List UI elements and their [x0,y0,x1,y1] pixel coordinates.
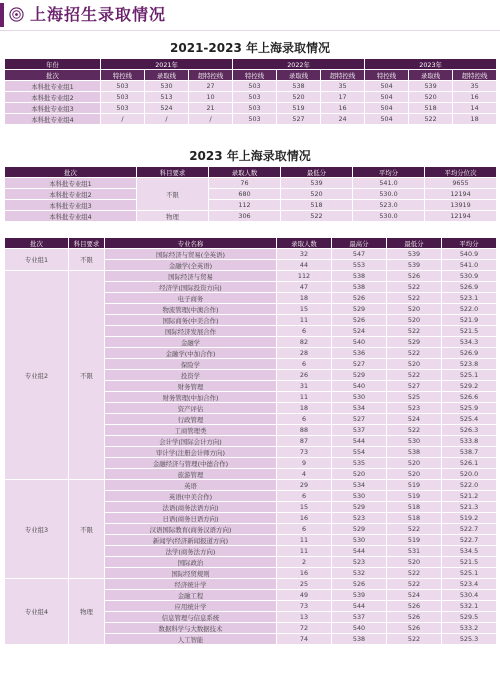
score-cell: 526 [332,293,387,304]
score-cell: 534 [332,403,387,414]
major-name-cell: 日语(商务日语方向) [105,513,277,524]
table-row [5,103,497,114]
page-header [0,0,500,32]
table2-title: 2023 年上海录取情况 [189,149,311,163]
score-cell: 538 [387,447,442,458]
major-name-cell: 行政管理 [105,414,277,425]
score-cell: 544 [332,601,387,612]
score-cell: 26 [277,370,332,381]
table3-header: 最高分 [332,238,387,249]
score-cell: 519.2 [442,513,497,524]
score-cell: 532.1 [442,601,497,612]
score-cell: 534 [332,480,387,491]
table-row [5,114,497,125]
table-row [5,92,497,103]
sub-header: 特控线 [233,70,277,81]
score-cell: 15 [277,502,332,513]
col-year-header: 年份 [5,59,101,70]
score-cell: 529 [332,370,387,381]
score-cell: 538 [332,271,387,282]
score-cell: 529 [332,502,387,513]
score-cell: 527 [332,414,387,425]
major-name-cell: 资产评估 [105,403,277,414]
score-cell: 534.5 [442,546,497,557]
score-cell: 524 [387,414,442,425]
batch-cell: 本科批专业组4 [5,211,137,222]
year-header: 2022年 [233,59,365,70]
group-requirement-cell: 不限 [69,271,105,480]
score-cell: 538 [332,282,387,293]
score-cell: 530.4 [442,590,497,601]
major-name-cell: 经济统计学 [105,579,277,590]
score-cell: 2 [277,557,332,568]
score-cell: 526 [387,623,442,634]
major-name-cell: 国际政治 [105,557,277,568]
major-name-cell: 金融学(全英语) [105,260,277,271]
score-cell: 526 [387,271,442,282]
table1-title: 2021-2023 年上海录取情况 [170,41,330,55]
value-cell: 35 [321,81,365,92]
major-name-cell: 财务管理 [105,381,277,392]
major-name-cell: 应用统计学 [105,601,277,612]
score-cell: 526 [387,601,442,612]
value-cell: 27 [189,81,233,92]
major-name-cell: 金融学 [105,337,277,348]
admission-2023-table [4,166,497,222]
score-cell: 523 [332,513,387,524]
value-cell: 519 [277,103,321,114]
score-cell: 520 [387,469,442,480]
value-cell: 522 [409,114,453,125]
score-cell: 520.0 [442,469,497,480]
avg-cell: 541.0 [353,178,425,189]
sub-header: 超特控线 [189,70,233,81]
header-accent-bar [0,3,4,27]
group-requirement-cell: 不限 [69,480,105,579]
score-cell: 6 [277,491,332,502]
major-name-cell: 旅游管理 [105,469,277,480]
score-cell: 520 [387,315,442,326]
score-cell: 25 [277,579,332,590]
score-cell: 540 [332,381,387,392]
score-cell: 18 [277,293,332,304]
score-cell: 73 [277,601,332,612]
value-cell: 513 [145,92,189,103]
score-cell: 522 [387,293,442,304]
page-title: 上海招生录取情况 [30,5,167,24]
score-cell: 521.2 [442,491,497,502]
table-row [5,81,497,92]
major-name-cell: 金融工程 [105,590,277,601]
batch-cell: 本科批专业组2 [5,92,101,103]
value-cell: 503 [233,92,277,103]
major-name-cell: 法语(商务法语方向) [105,502,277,513]
avg-cell: 523.0 [353,200,425,211]
batch-cell: 本科批专业组1 [5,81,101,92]
score-cell: 522 [387,370,442,381]
value-cell: 21 [189,103,233,114]
value-cell: 504 [365,114,409,125]
score-cell: 31 [277,381,332,392]
score-cell: 522 [387,568,442,579]
table2-header: 科目要求 [137,167,209,178]
score-cell: 520 [387,458,442,469]
major-name-cell: 信息管理与信息系统 [105,612,277,623]
major-name-cell: 人工智能 [105,634,277,645]
sub-header: 特控线 [101,70,145,81]
table-row [5,200,497,211]
score-cell: 533.2 [442,623,497,634]
score-cell: 74 [277,634,332,645]
value-cell: 16 [453,92,497,103]
score-cell: 540 [332,337,387,348]
score-cell: 526.9 [442,282,497,293]
score-cell: 553 [332,260,387,271]
score-cell: 544 [332,546,387,557]
score-cell: 11 [277,392,332,403]
count-cell: 680 [209,189,281,200]
score-cell: 526.3 [442,425,497,436]
value-cell: 24 [321,114,365,125]
group-batch-cell: 专业组1 [5,249,69,271]
score-cell: 537 [332,425,387,436]
score-cell: 529.2 [442,381,497,392]
table3-header: 平均分 [442,238,497,249]
major-name-cell: 审计学(注册会计师方向) [105,447,277,458]
score-cell: 29 [277,480,332,491]
score-cell: 522 [387,524,442,535]
value-cell: 18 [453,114,497,125]
score-cell: 73 [277,447,332,458]
table2-header: 平均分位次 [425,167,497,178]
score-cell: 523.1 [442,293,497,304]
score-cell: 521.5 [442,326,497,337]
major-name-cell: 英语(中美合作) [105,491,277,502]
score-cell: 527 [332,359,387,370]
score-cell: 18 [277,403,332,414]
score-cell: 523 [387,403,442,414]
major-name-cell: 汉语国际教育(商务汉语方向) [105,524,277,535]
table2-header: 批次 [5,167,137,178]
score-cell: 522.7 [442,535,497,546]
score-cell: 527 [387,381,442,392]
value-cell: 504 [365,81,409,92]
table3-header: 录取人数 [277,238,332,249]
score-cell: 519 [387,535,442,546]
score-cell: 523.4 [442,579,497,590]
min-cell: 518 [281,200,353,211]
major-name-cell: 电子商务 [105,293,277,304]
score-cell: 522.0 [442,480,497,491]
value-cell: 504 [365,92,409,103]
score-cell: 11 [277,315,332,326]
score-cell: 539 [332,590,387,601]
score-cell: 522 [387,348,442,359]
score-cell: 529 [332,524,387,535]
value-cell: 520 [277,92,321,103]
score-cell: 82 [277,337,332,348]
col-batch-header: 批次 [5,70,101,81]
major-name-cell: 国际经济与贸易 [105,271,277,282]
score-cell: 521.3 [442,502,497,513]
major-name-cell: 金融学(中加合作) [105,348,277,359]
score-cell: 522 [387,425,442,436]
table-row [5,178,497,189]
major-name-cell: 国际经济与贸易(全英语) [105,249,277,260]
avg-cell: 530.0 [353,189,425,200]
min-cell: 522 [281,211,353,222]
count-cell: 306 [209,211,281,222]
min-cell: 520 [281,189,353,200]
score-cell: 538.7 [442,447,497,458]
value-cell: 503 [233,103,277,114]
score-cell: 522.7 [442,524,497,535]
score-cell: 525.1 [442,568,497,579]
table-row [5,271,497,282]
table3-header: 批次 [5,238,69,249]
major-name-cell: 数据科学与大数据技术 [105,623,277,634]
value-cell: 504 [365,103,409,114]
batch-cell: 本科批专业组3 [5,200,137,211]
score-cell: 541.0 [442,260,497,271]
group-batch-cell: 专业组4 [5,579,69,645]
score-cell: 529 [332,304,387,315]
score-cell: 522 [387,579,442,590]
value-cell: 527 [277,114,321,125]
score-cell: 49 [277,590,332,601]
score-cell: 525.1 [442,370,497,381]
score-cell: 534.3 [442,337,497,348]
score-cell: 520 [387,304,442,315]
batch-cell: 本科批专业组1 [5,178,137,189]
score-cell: 533.8 [442,436,497,447]
subject-requirement-cell: 物理 [137,211,209,222]
value-cell: 503 [233,114,277,125]
min-cell: 539 [281,178,353,189]
score-cell: 554 [332,447,387,458]
score-cell: 530 [332,535,387,546]
score-cell: 530.9 [442,271,497,282]
score-cell: 28 [277,348,332,359]
score-cell: 6 [277,326,332,337]
score-cell: 539 [387,260,442,271]
sub-header: 特控线 [365,70,409,81]
major-name-cell: 国际经济发展合作 [105,326,277,337]
score-cell: 532 [332,568,387,579]
value-cell: / [189,114,233,125]
subject-requirement-cell: 不限 [137,178,209,211]
batch-cell: 本科批专业组2 [5,189,137,200]
score-cell: 44 [277,260,332,271]
score-cell: 15 [277,304,332,315]
major-name-cell: 法学(商务法方向) [105,546,277,557]
year-header: 2021年 [101,59,233,70]
score-cell: 522 [387,326,442,337]
score-cell: 529 [387,337,442,348]
value-cell: 503 [233,81,277,92]
table-row [5,579,497,590]
batch-cell: 本科批专业组4 [5,114,101,125]
score-cell: 521.9 [442,315,497,326]
score-cell: 9 [277,458,332,469]
major-name-cell: 国际经贸规则 [105,568,277,579]
score-cell: 524 [387,590,442,601]
score-cell: 523 [332,557,387,568]
value-cell: 539 [409,81,453,92]
value-cell: 503 [101,81,145,92]
score-cell: 547 [332,249,387,260]
group-requirement-cell: 不限 [69,249,105,271]
score-cell: 525.9 [442,403,497,414]
score-cell: 535 [332,458,387,469]
avg-cell: 530.0 [353,211,425,222]
score-cell: 88 [277,425,332,436]
value-cell: 530 [145,81,189,92]
score-cell: 544 [332,436,387,447]
score-cell: 4 [277,469,332,480]
score-cell: 520 [387,359,442,370]
score-cell: 526.9 [442,348,497,359]
table3-header: 专业名称 [105,238,277,249]
group-batch-cell: 专业组3 [5,480,69,579]
table2-header: 平均分 [353,167,425,178]
sub-header: 录取线 [409,70,453,81]
major-name-cell: 会计学(国际会计方向) [105,436,277,447]
score-cell: 16 [277,513,332,524]
score-cell: 526.1 [442,458,497,469]
score-cell: 32 [277,249,332,260]
score-cell: 526.6 [442,392,497,403]
major-name-cell: 工商管理类 [105,425,277,436]
table-row [5,249,497,260]
score-cell: 6 [277,359,332,370]
score-cell: 525.3 [442,634,497,645]
score-cell: 531 [387,546,442,557]
score-cell: 530 [332,392,387,403]
score-cell: 525.4 [442,414,497,425]
score-cell: 537 [332,612,387,623]
rank-cell: 12194 [425,189,497,200]
major-name-cell: 金融经济与管理(中德合作) [105,458,277,469]
score-cell: 526 [332,315,387,326]
score-cell: 72 [277,623,332,634]
score-cell: 11 [277,546,332,557]
table3-header: 最低分 [387,238,442,249]
rank-cell: 12194 [425,211,497,222]
university-logo-icon [9,7,24,22]
value-cell: 524 [145,103,189,114]
score-cell: 47 [277,282,332,293]
year-header: 2023年 [365,59,497,70]
major-name-cell: 国际商务(中美合作) [105,315,277,326]
value-cell: / [101,114,145,125]
score-cell: 522 [387,634,442,645]
score-cell: 112 [277,271,332,282]
major-name-cell: 财务管理(中加合作) [105,392,277,403]
count-cell: 76 [209,178,281,189]
score-cell: 6 [277,524,332,535]
score-cell: 540 [332,623,387,634]
value-cell: 16 [321,103,365,114]
table-row [5,480,497,491]
major-name-cell: 经济学(国际投资方向) [105,282,277,293]
value-cell: / [145,114,189,125]
score-cell: 87 [277,436,332,447]
value-cell: 17 [321,92,365,103]
score-cell: 521.5 [442,557,497,568]
table2-header: 录取人数 [209,167,281,178]
sub-header: 超特控线 [453,70,497,81]
score-cell: 529.5 [442,612,497,623]
score-cell: 519 [387,480,442,491]
score-cell: 525 [387,392,442,403]
score-cell: 530 [387,436,442,447]
value-cell: 518 [409,103,453,114]
table-row [5,189,497,200]
major-name-cell: 物流管理(中澳合作) [105,304,277,315]
table-row [5,211,497,222]
score-cell: 6 [277,414,332,425]
score-cell: 519 [387,491,442,502]
score-cell: 16 [277,568,332,579]
header-divider [0,30,500,31]
value-cell: 14 [453,103,497,114]
value-cell: 503 [101,103,145,114]
group-batch-cell: 专业组2 [5,271,69,480]
major-name-cell: 英语 [105,480,277,491]
rank-cell: 9655 [425,178,497,189]
major-name-cell: 投资学 [105,370,277,381]
sub-header: 录取线 [145,70,189,81]
score-cell: 526 [332,579,387,590]
score-cell: 530 [332,491,387,502]
table2-header: 最低分 [281,167,353,178]
count-cell: 112 [209,200,281,211]
major-admission-table [4,237,497,645]
score-cell: 539 [387,249,442,260]
score-cell: 526 [387,612,442,623]
value-cell: 503 [101,92,145,103]
value-cell: 10 [189,92,233,103]
score-cell: 518 [387,502,442,513]
group-requirement-cell: 物理 [69,579,105,645]
batch-cell: 本科批专业组3 [5,103,101,114]
score-cell: 524 [332,326,387,337]
score-cell: 538 [332,634,387,645]
value-cell: 35 [453,81,497,92]
score-cell: 520 [387,557,442,568]
score-cell: 522.0 [442,304,497,315]
yearly-admission-table [4,58,497,125]
value-cell: 520 [409,92,453,103]
score-cell: 11 [277,535,332,546]
score-cell: 13 [277,612,332,623]
major-name-cell: 新闻学(经济新闻报道方向) [105,535,277,546]
sub-header: 录取线 [277,70,321,81]
value-cell: 538 [277,81,321,92]
table3-header: 科目要求 [69,238,105,249]
score-cell: 523.8 [442,359,497,370]
sub-header: 超特控线 [321,70,365,81]
rank-cell: 13919 [425,200,497,211]
score-cell: 536 [332,348,387,359]
major-name-cell: 保险学 [105,359,277,370]
score-cell: 540.9 [442,249,497,260]
score-cell: 520 [332,469,387,480]
score-cell: 522 [387,282,442,293]
score-cell: 518 [387,513,442,524]
